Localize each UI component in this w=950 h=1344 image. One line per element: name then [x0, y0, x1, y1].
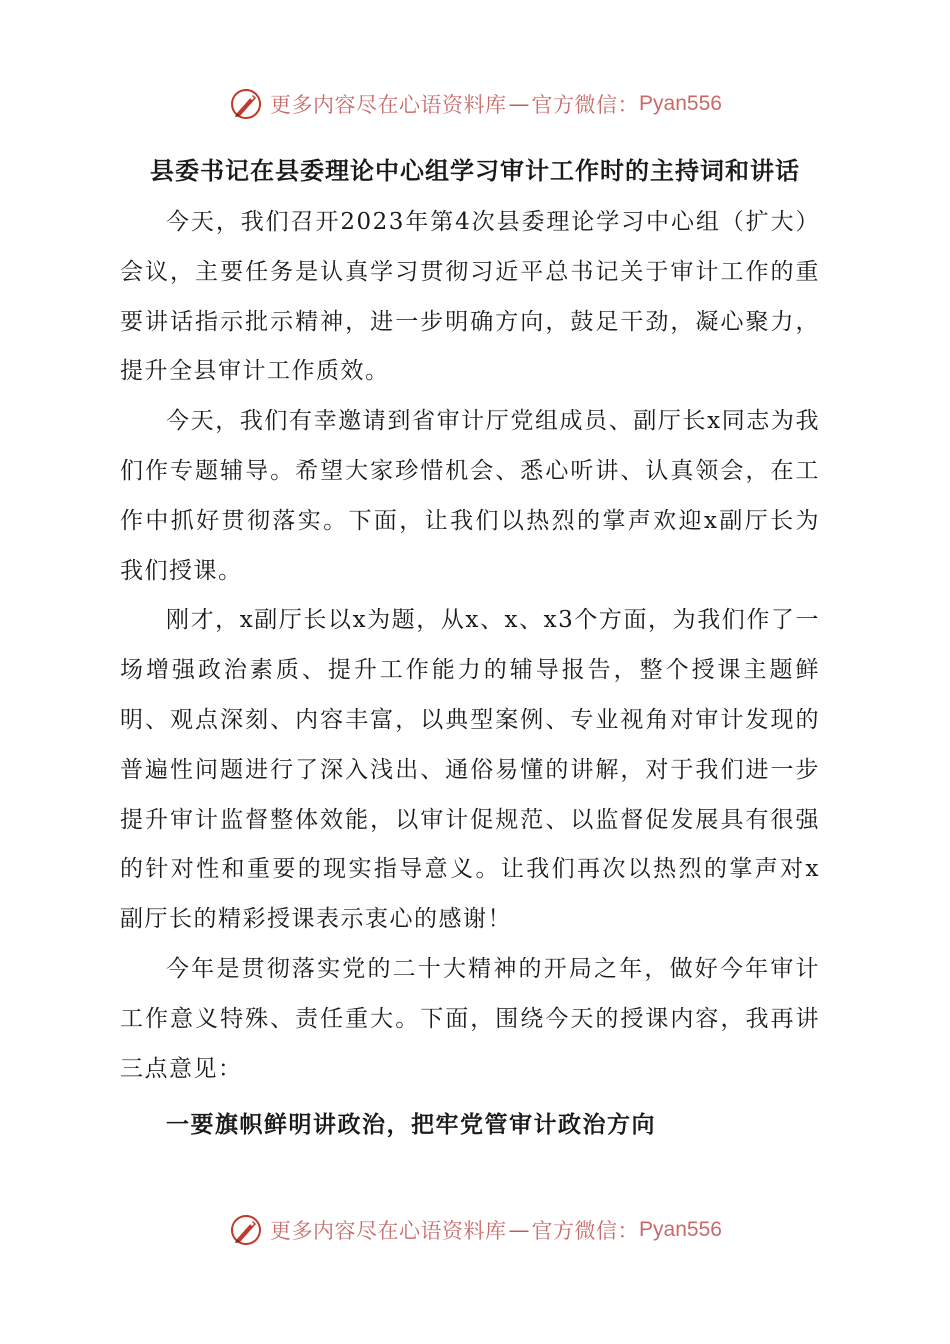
watermark-handle: Pyan556 — [639, 92, 722, 115]
watermark-handle: Pyan556 — [639, 1218, 722, 1241]
document-title: 县委书记在县委理论中心组学习审计工作时的主持词和讲话 — [150, 156, 800, 185]
paragraph: 今天，我们召开2023年第4次县委理论学习中心组（扩大）会议，主要任务是认真学习贯彻习近平总书记关于审计工作的重要讲话指示批示精神，进一步明确方向，鼓足干劲，凝心聚力，提升全县审计工作质效。 — [120, 209, 820, 385]
document-body — [120, 198, 820, 1150]
watermark-footer — [0, 1208, 950, 1252]
watermark-separator: — — [508, 1218, 530, 1242]
pen-logo-icon — [228, 86, 264, 122]
watermark-label: 官方微信： — [531, 93, 640, 117]
watermark-label: 官方微信： — [531, 1219, 640, 1243]
watermark-brand: 更多内容尽在心语资料库 — [270, 1219, 507, 1243]
watermark-brand: 更多内容尽在心语资料库 — [270, 93, 507, 117]
watermark-separator: — — [508, 92, 530, 116]
watermark-header — [0, 82, 950, 126]
pen-logo-icon — [228, 1212, 264, 1248]
paragraph: 今天，我们有幸邀请到省审计厅党组成员、副厅长x同志为我们作专题辅导。希望大家珍惜机会、悉心听讲、认真领会，在工作中抓好贯彻落实。下面，让我们以热烈的掌声欢迎x副厅长为我们授课。 — [120, 408, 820, 584]
section-heading: 一要旗帜鲜明讲政治，把牢党管审计政治方向 — [166, 1111, 656, 1139]
paragraph: 今年是贯彻落实党的二十大精神的开局之年，做好今年审计工作意义特殊、责任重大。下面，围绕今天的授课内容，我再讲三点意见： — [120, 955, 820, 1082]
paragraph: 刚才，x副厅长以x为题，从x、x、x3个方面，为我们作了一场增强政治素质、提升工作能力的辅导报告，整个授课主题鲜明、观点深刻、内容丰富，以典型案例、专业视角对审计发现的普遍性问题进行了深入浅出、通俗易懂的讲解，对于我们进一步提升审计监督整体效能，以审计促规范、以监督促发展具有很强的针对性和重要的现实指导意义。让我们再次以热烈的掌声对x副厅长的精彩授课表示衷心的感谢！ — [120, 607, 820, 933]
